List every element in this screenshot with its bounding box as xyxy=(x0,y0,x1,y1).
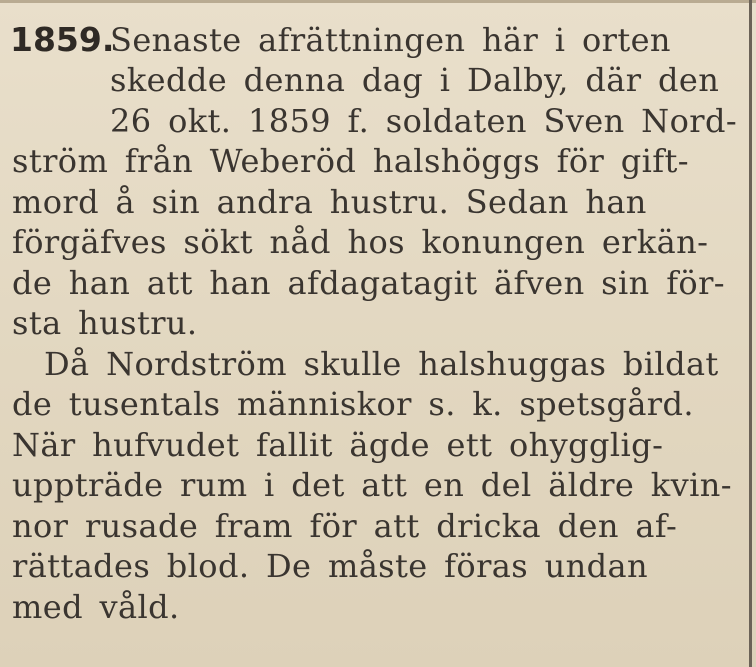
text-line-2: skedde denna dag i Dalby, där den xyxy=(110,61,720,99)
text-line-12: uppträde rum i det att en del äldre kvin- xyxy=(12,466,732,504)
text-line-1: Senaste afrättningen här i orten xyxy=(110,21,671,59)
text-line-3: 26 okt. 1859 f. soldaten Sven Nord- xyxy=(110,102,738,140)
text-line-11: När hufvudet fallit ägde ett ohygglig- xyxy=(12,426,664,464)
text-line-8: sta hustru. xyxy=(12,304,198,342)
text-line-9: Då Nordström skulle halshuggas bildat xyxy=(44,345,719,383)
text-line-5: mord å sin andra hustru. Sedan han xyxy=(12,183,647,221)
text-line-7: de han att han afdagatagit äfven sin för- xyxy=(12,264,726,302)
text-line-4: ström från Weberöd halshöggs för gift- xyxy=(12,142,690,180)
text-line-14: rättades blod. De måste föras undan xyxy=(12,547,649,585)
top-border xyxy=(0,0,756,3)
right-column-rule xyxy=(749,0,752,667)
text-line-13: nor rusade fram för att dricka den af- xyxy=(12,507,678,545)
entry-year: 1859. xyxy=(10,20,115,59)
text-line-15: med våld. xyxy=(12,588,180,626)
text-line-10: de tusentals människor s. k. spetsgård. xyxy=(12,385,694,423)
text-line-6: förgäfves sökt nåd hos konungen erkän- xyxy=(12,223,709,261)
